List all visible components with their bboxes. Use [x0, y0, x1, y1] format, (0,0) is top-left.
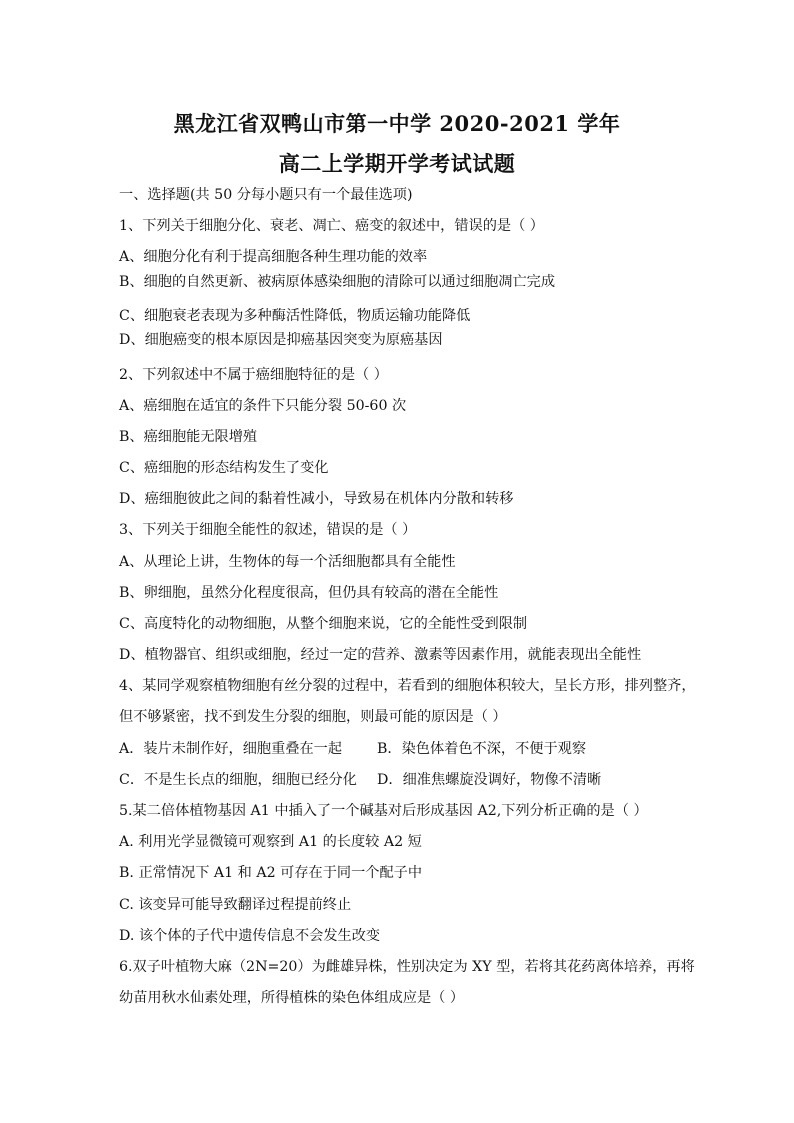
question-4-option-c: C．不是生长点的细胞，细胞已经分化 — [119, 772, 357, 788]
question-5-option-a: A. 利用光学显微镜可观察到 A1 的长度较 A2 短 — [119, 834, 422, 850]
question-6-stem-line1: 6.双子叶植物大麻（2N=20）为雌雄异株，性别决定为 XY 型，若将其花药离体培养，再将 — [119, 959, 695, 975]
question-2-option-a: A、癌细胞在适宜的条件下只能分裂 50-60 次 — [119, 398, 407, 414]
question-3-stem: 3、下列关于细胞全能性的叙述，错误的是（ ） — [119, 522, 417, 538]
question-1-stem: 1、下列关于细胞分化、衰老、凋亡、癌变的叙述中，错误的是（ ） — [119, 218, 544, 234]
question-2-option-b: B、癌细胞能无限增殖 — [119, 429, 258, 445]
question-2-option-d: D、癌细胞彼此之间的黏着性减小，导致易在机体内分散和转移 — [119, 491, 514, 507]
question-3-option-b: B、卵细胞，虽然分化程度很高，但仍具有较高的潜在全能性 — [119, 585, 499, 601]
exam-title-line2: 高二上学期开学考试试题 — [278, 151, 516, 176]
question-2-stem: 2、下列叙述中不属于癌细胞特征的是（ ） — [119, 367, 388, 383]
question-4-stem-line1: 4、某同学观察植物细胞有丝分裂的过程中，若看到的细胞体积较大，呈长方形，排列整齐， — [119, 678, 696, 694]
question-1-option-c: C、细胞衰老表现为多种酶活性降低，物质运输功能降低 — [119, 308, 471, 324]
question-3-option-d: D、植物器官、组织或细胞，经过一定的营养、激素等因素作用，就能表现出全能性 — [119, 647, 642, 663]
question-4-option-b: B．染色体着色不深，不便于观察 — [377, 741, 587, 757]
question-2-option-c: C、癌细胞的形态结构发生了变化 — [119, 460, 329, 476]
question-1-option-d: D、细胞癌变的根本原因是抑癌基因突变为原癌基因 — [119, 332, 443, 348]
question-4-option-d: D．细准焦螺旋没调好，物像不清晰 — [377, 772, 602, 788]
question-5-option-b: B. 正常情况下 A1 和 A2 可存在于同一个配子中 — [119, 865, 423, 881]
question-4-stem-line2: 但不够紧密，找不到发生分裂的细胞，则最可能的原因是（ ） — [119, 709, 507, 725]
section-heading: 一、选择题(共 50 分每小题只有一个最佳选项) — [119, 187, 413, 203]
question-3-option-c: C、高度特化的动物细胞，从整个细胞来说，它的全能性受到限制 — [119, 616, 528, 632]
question-5-option-d: D. 该个体的子代中遗传信息不会发生改变 — [119, 928, 381, 944]
question-6-stem-line2: 幼苗用秋水仙素处理，所得植株的染色体组成应是（ ） — [119, 990, 465, 1006]
question-1-option-a: A、细胞分化有利于提高细胞各种生理功能的效率 — [119, 249, 428, 265]
question-1-option-b: B、细胞的自然更新、被病原体感染细胞的清除可以通过细胞凋亡完成 — [119, 274, 556, 290]
question-4-option-a: A．装片未制作好，细胞重叠在一起 — [119, 741, 343, 757]
exam-title-line1: 黑龙江省双鸭山市第一中学 2020-2021 学年 — [173, 111, 621, 136]
question-5-option-c: C. 该变异可能导致翻译过程提前终止 — [119, 897, 352, 913]
question-3-option-a: A、从理论上讲，生物体的每一个活细胞都具有全能性 — [119, 554, 456, 570]
question-5-stem: 5.某二倍体植物基因 A1 中插入了一个碱基对后形成基因 A2,下列分析正确的是（ ） — [119, 803, 648, 819]
